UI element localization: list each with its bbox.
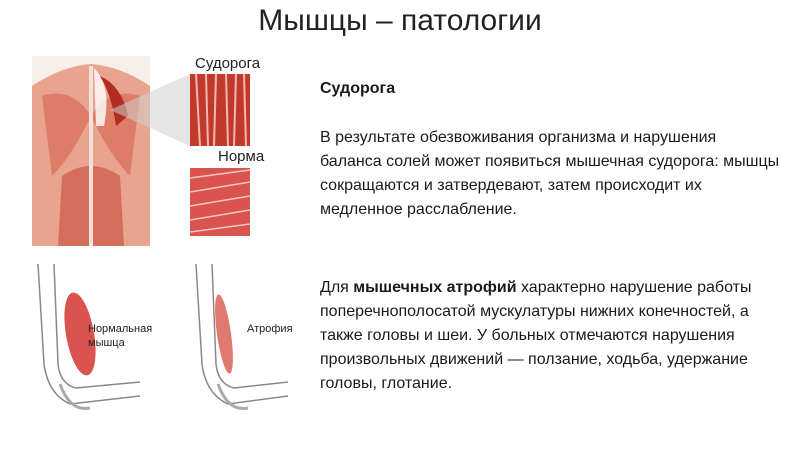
normal-arm-label: Нормальная мышца: [88, 323, 153, 349]
cramp-muscle-swatch: [190, 74, 250, 146]
atrophy-bold-term: мышечных атрофий: [353, 279, 517, 296]
atrophy-rest: характерно нарушение работы поперечнополосатой мускулатуры нижних конечностей, а также головы и шеи. У больных отмечаются нарушения произвольных движений — ползание, ходьба, удержание головы, глотание.: [320, 279, 752, 392]
slide-title: Мышцы – патологии: [258, 4, 542, 37]
normal-muscle-swatch: [190, 168, 250, 236]
cramp-description: В результате обезвоживания организма и нарушения баланса солей может появиться мышечная судорога: мышцы сокращаются и затвердевают, затем происходит их медленное расслабление.: [320, 129, 780, 218]
atrophy-arm-image: [188, 264, 298, 420]
cramp-heading: Судорога: [320, 80, 396, 97]
atrophy-description: [320, 276, 790, 396]
atrophy-arm-label: Атрофия: [247, 323, 293, 335]
normal-image-label: Норма: [218, 148, 265, 165]
magnifier-cone: [110, 70, 200, 150]
atrophy-lead: Для: [320, 279, 354, 296]
cramp-image-label: Судорога: [195, 55, 261, 72]
